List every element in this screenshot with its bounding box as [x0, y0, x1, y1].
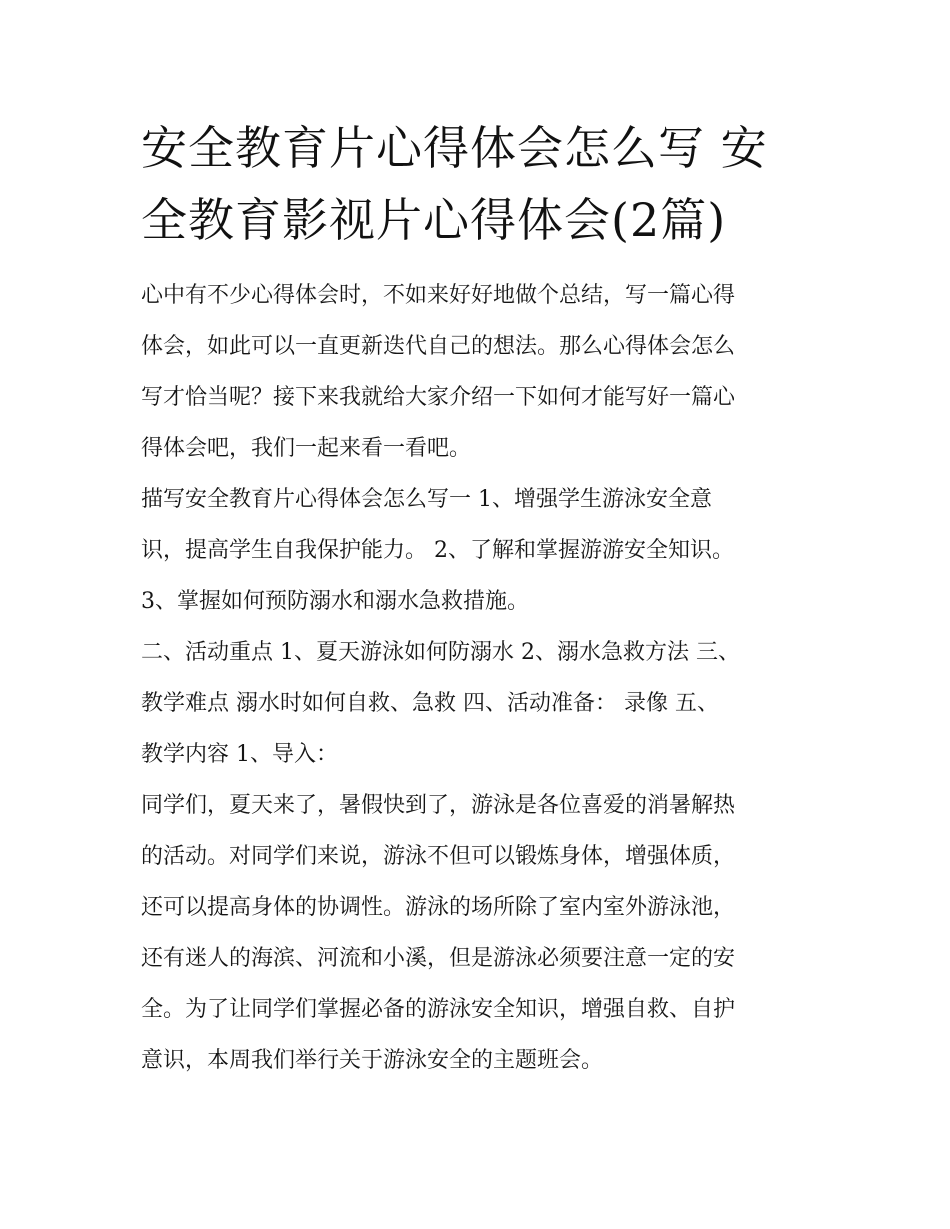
text-line: 还有迷人的海滨、河流和小溪，但是游泳必须要注意一定的安: [141, 946, 736, 971]
text-line: 描写安全教育片心得体会怎么写一 1、增强学生游泳安全意: [141, 487, 712, 512]
text-line: 教学内容 1、导入：: [141, 742, 338, 767]
document-title: [141, 112, 813, 256]
paragraph-key-points: [141, 627, 813, 780]
text-line: 同学们，夏天来了，暑假快到了，游泳是各位喜爱的消暑解热: [141, 793, 736, 818]
text-line: 3、掌握如何预防溺水和溺水急救措施。: [141, 589, 529, 614]
paragraph-intro: [141, 270, 813, 474]
document-body: [141, 112, 813, 1086]
text-line: 得体会吧，我们一起来看一看吧。: [141, 436, 472, 461]
text-line: 还可以提高身体的协调性。游泳的场所除了室内室外游泳池，: [141, 895, 736, 920]
paragraph-introduction-speech: [141, 780, 813, 1086]
text-line: 写才恰当呢？接下来我就给大家介绍一下如何才能写好一篇心: [141, 385, 736, 410]
text-line: 的活动。对同学们来说，游泳不但可以锻炼身体，增强体质，: [141, 844, 736, 869]
text-line: 全。为了让同学们掌握必备的游泳安全知识，增强自救、自护: [141, 997, 736, 1022]
paragraph-objectives: [141, 474, 813, 627]
text-line: 心中有不少心得体会时，不如来好好地做个总结，写一篇心得: [141, 283, 736, 308]
text-line: 意识，本周我们举行关于游泳安全的主题班会。: [141, 1048, 604, 1073]
text-line: 识，提高学生自我保护能力。 2、了解和掌握游游安全知识。: [141, 538, 734, 563]
title-line: 安全教育片心得体会怎么写 安: [141, 121, 768, 175]
title-line: 全教育影视片心得体会(2篇): [141, 193, 727, 247]
text-line: 二、活动重点 1、夏天游泳如何防溺水 2、溺水急救方法 三、: [141, 640, 740, 665]
text-line: 教学难点 溺水时如何自救、急救 四、活动准备： 录像 五、: [141, 691, 719, 716]
text-line: 体会，如此可以一直更新迭代自己的想法。那么心得体会怎么: [141, 334, 736, 359]
